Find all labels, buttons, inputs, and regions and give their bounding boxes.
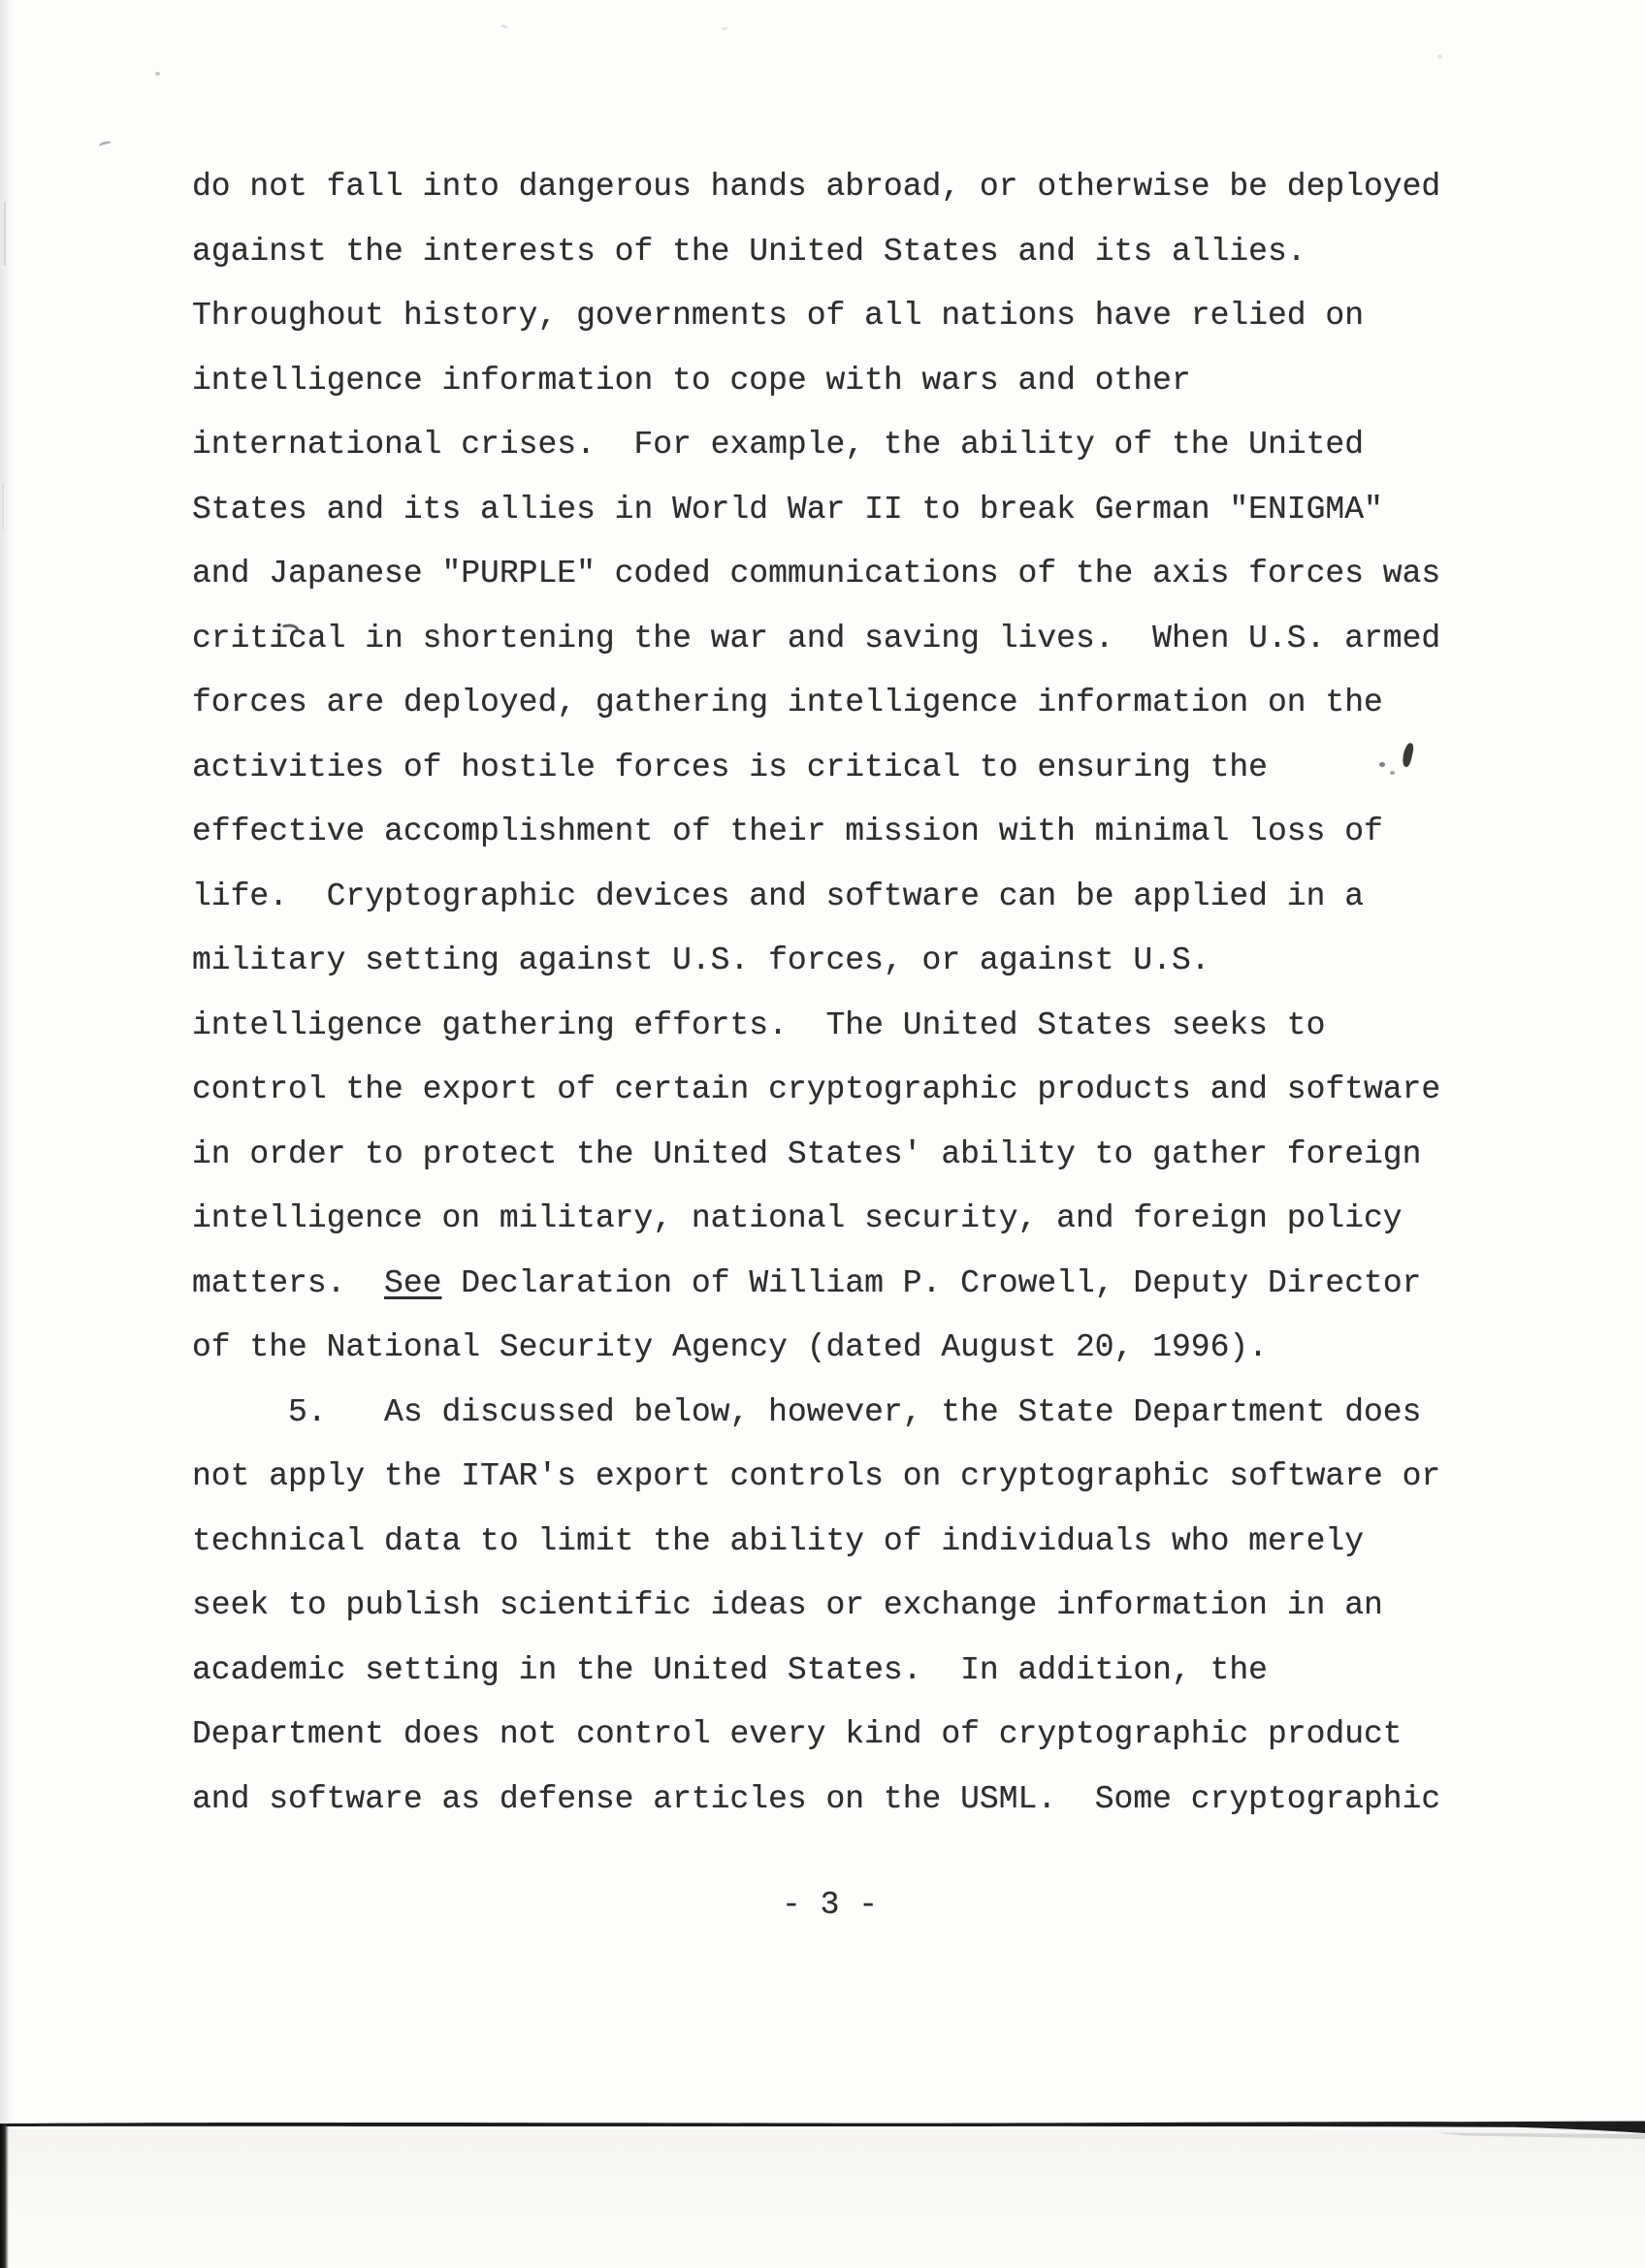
document-line: not apply the ITAR's export controls on cryptographic software or (192, 1458, 1441, 1494)
document-line: and software as defense articles on the USML. Some cryptographic (192, 1780, 1441, 1817)
scan-artifact (2, 483, 4, 529)
document-line: States and its allies in World War II to break German "ENIGMA" (192, 491, 1383, 527)
scan-artifact (4, 202, 6, 266)
scan-artifact (501, 24, 508, 29)
document-line: forces are deployed, gathering intelligence information on the (192, 685, 1383, 720)
document-line: international crises. For example, the ability of the United (192, 427, 1364, 463)
document-text-segment: matters. (192, 1264, 385, 1301)
document-line: Throughout history, governments of all nations have relied on (192, 298, 1364, 334)
page-number: - 3 - (782, 1887, 879, 1923)
document-line: against the interests of the United States and its allies. (192, 233, 1306, 270)
document-line: control the export of certain cryptographic products and software (192, 1071, 1441, 1107)
next-page-edge-area (0, 2129, 1645, 2268)
scan-artifact (722, 27, 727, 30)
document-line: intelligence on military, national security, and foreign policy (192, 1200, 1403, 1236)
document-line: and Japanese "PURPLE" coded communications of the axis forces was (192, 556, 1441, 591)
document-line: seek to publish scientific ideas or exchange information in an (192, 1587, 1383, 1623)
document-line: life. Cryptographic devices and software can be applied in a (192, 878, 1364, 914)
document-line: intelligence gathering efforts. The United States seeks to (192, 1006, 1326, 1043)
scan-artifact (155, 72, 160, 76)
document-line: academic setting in the United States. In addition, the (192, 1651, 1268, 1688)
document-text-segment: Declaration of William P. Crowell, Deputy Director (441, 1264, 1422, 1301)
document-line: of the National Security Agency (dated August 20, 1996). (192, 1329, 1268, 1365)
scan-edge-strip (0, 2124, 9, 2268)
document-line: do not fall into dangerous hands abroad, or otherwise be deployed (192, 169, 1441, 205)
document-line: activities of hostile forces is critical to ensuring the (192, 749, 1268, 785)
document-line (192, 1252, 1550, 1317)
scan-artifact (98, 141, 112, 149)
document-line: 5. As discussed below, however, the State Department does (192, 1393, 1422, 1430)
document-line: military setting against U.S. forces, or against U.S. (192, 942, 1210, 978)
document-line: intelligence information to cope with wars and other (192, 362, 1191, 399)
page-seam-line (0, 2114, 1645, 2143)
document-body-text (192, 155, 1550, 1832)
document-line: Department does not control every kind of cryptographic product (192, 1716, 1403, 1752)
document-line: critical in shortening the war and saving lives. When U.S. armed (192, 620, 1441, 656)
scan-artifact (1437, 54, 1442, 59)
document-line: effective accomplishment of their mission with minimal loss of (192, 814, 1383, 849)
document-line: technical data to limit the ability of individuals who merely (192, 1522, 1364, 1559)
document-line: in order to protect the United States' ability to gather foreign (192, 1135, 1422, 1172)
underlined-citation-text: See (384, 1264, 442, 1301)
